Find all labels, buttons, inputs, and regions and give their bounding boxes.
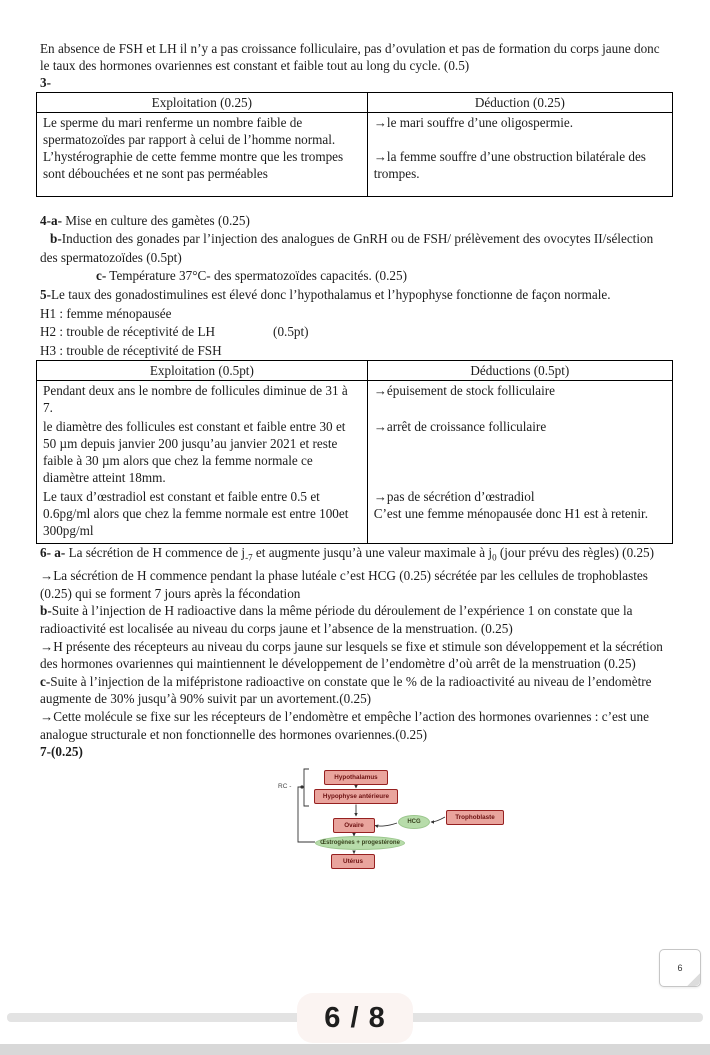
hypothesis-h1: H1 : femme ménopausée bbox=[40, 305, 172, 321]
deduction-line-1: →pas de sécrétion d’œstradiol bbox=[373, 489, 535, 505]
hypothesis-h3: H3 : trouble de réceptivité de FSH bbox=[40, 342, 222, 358]
table-row bbox=[37, 417, 673, 487]
deduction-line-2: C’est une femme ménopausée donc H1 est à retenir. bbox=[373, 506, 648, 522]
table2-r1-exploitation: Pendant deux ans le nombre de follicules diminue de 31 à 7. bbox=[37, 381, 368, 418]
answer-6b: →H présente des récepteurs au niveau du corps jaune sur lesquels se fixe et stimule son développement et la sécrétion des hormones ovariennes qui maintiennent le développement de l’endomètre d’où arrêt de la menstruation (0.25) bbox=[40, 638, 663, 672]
table2-r3-exploitation: Le taux d’œstradiol est constant et faible entre 0.5 et 0.6pg/ml alors que chez la femme normale est entre 100et 300pg/ml bbox=[37, 487, 368, 544]
table1-cell-deduction bbox=[367, 112, 672, 196]
item-4a: 4-a- Mise en culture des gamètes (0.25) bbox=[40, 212, 250, 228]
item-4c: c- Température 37°C- des spermatozoïdes capacités. (0.25) bbox=[96, 268, 407, 284]
feedback-label: RC - bbox=[278, 783, 292, 791]
table-row bbox=[37, 112, 673, 196]
diagram-ellipse-hormones: Œstrogènes + progestérone bbox=[315, 836, 405, 850]
page-indicator[interactable]: 6 / 8 bbox=[297, 993, 413, 1043]
table-exploitation-deduction-1 bbox=[36, 92, 673, 197]
table2-header-deductions: Déductions (0.5pt) bbox=[367, 361, 672, 381]
h2-points: (0.5pt) bbox=[273, 324, 309, 340]
page-corner-button[interactable]: 6 bbox=[659, 949, 701, 987]
diagram-box-hypothalamus: Hypothalamus bbox=[324, 770, 388, 785]
bottom-strip bbox=[0, 1044, 710, 1055]
deduction-line-1: →le mari souffre d’une oligospermie. bbox=[373, 114, 574, 130]
table-row bbox=[37, 487, 673, 544]
table1-header-exploitation: Exploitation (0.25) bbox=[37, 92, 368, 112]
diagram-box-trophoblaste: Trophoblaste bbox=[446, 810, 504, 825]
hypothesis-h2: H2 : trouble de réceptivité de LH (0.5pt) bbox=[40, 324, 309, 340]
item-6a: 6- a- La sécrétion de H commence de $j_{-7}$ et augmente jusqu’à une valeur maximale à $j_0$ (jour prévu des règles) (0.25) bbox=[40, 545, 655, 563]
diagram-arrows bbox=[278, 766, 578, 896]
table2-r3-deduction bbox=[367, 487, 672, 544]
diagram-box-uterus: Utérus bbox=[331, 854, 375, 869]
item-6b: b-Suite à l’injection de H radioactive dans la même période du déroulement de l’expérience 1 on constate que la radioactivité est localisée au niveau du corps jaune et l’absence de la menstruation. (0.25) bbox=[40, 603, 633, 636]
item-7-label: 7-(0.25) bbox=[40, 744, 83, 760]
intro-paragraph: En absence de FSH et LH il n’y a pas croissance folliculaire, pas d’ovulation et pas de formation du corps jaune donc le taux des hormones ovariennes est constant et faible tout au long du cycle. (0.5) bbox=[40, 41, 660, 74]
deduction-line-2: →la femme souffre d’une obstruction bilatérale des trompes. bbox=[373, 148, 646, 181]
table2-r2-exploitation: le diamètre des follicules est constant et faible entre 30 et 50 µm depuis janvier 200 jusqu’au janvier 2021 et reste faible à 30 µm alors que chez la femme normale ce diamètre atteint 18mm. bbox=[37, 417, 368, 487]
table2-r2-deduction: →arrêt de croissance folliculaire bbox=[367, 417, 672, 487]
table1-header-deduction: Déduction (0.25) bbox=[367, 92, 672, 112]
diagram-box-ovaire: Ovaire bbox=[333, 818, 375, 833]
table2-r1-deduction: →épuisement de stock folliculaire bbox=[367, 381, 672, 418]
table1-cell-exploitation: Le sperme du mari renferme un nombre faible de spermatozoïdes par rapport à celui de l’homme normal. L’hystérographie de cette femme montre que les trompes sont débouchées et ne sont pas perméables bbox=[37, 112, 368, 196]
table2-header-exploitation: Exploitation (0.5pt) bbox=[37, 361, 368, 381]
item-4b: b-Induction des gonades par l’injection des analogues de GnRH ou de FSH/ prélèvement des ovocytes II/sélection des spermatozoïdes (0.5pt) bbox=[40, 231, 654, 265]
item-5: 5-Le taux des gonadostimulines est élevé donc l’hypothalamus et l’hypophyse fonctionne de façon normale. bbox=[40, 286, 611, 302]
diagram-box-hypophyse: Hypophyse antérieure bbox=[314, 789, 398, 804]
table-exploitation-deduction-2 bbox=[36, 360, 673, 544]
answer-6a: →La sécrétion de H commence pendant la phase lutéale c’est HCG (0.25) sécrétée par les cellules de trophoblastes (0.25) qui se forment 7 jours après la fécondation bbox=[40, 568, 648, 601]
item-3-label: 3- bbox=[40, 75, 51, 91]
item-6c: c-Suite à l’injection de la mifépristone radioactive on constate que le % de la radioactivité au niveau de l’endomètre augmente de 30% jusqu’à 90% suivit par un avortement.(0.25) bbox=[40, 673, 652, 707]
diagram-ellipse-hcg: HCG bbox=[398, 815, 430, 829]
answer-6c: →Cette molécule se fixe sur les récepteurs de l’endomètre et empêche l’action des hormones ovariennes : c’est une analogue structurale et non fonctionnelle des hormones ovariennes.(0.25) bbox=[40, 708, 649, 742]
table-row bbox=[37, 381, 673, 418]
hormonal-regulation-diagram bbox=[278, 766, 578, 896]
